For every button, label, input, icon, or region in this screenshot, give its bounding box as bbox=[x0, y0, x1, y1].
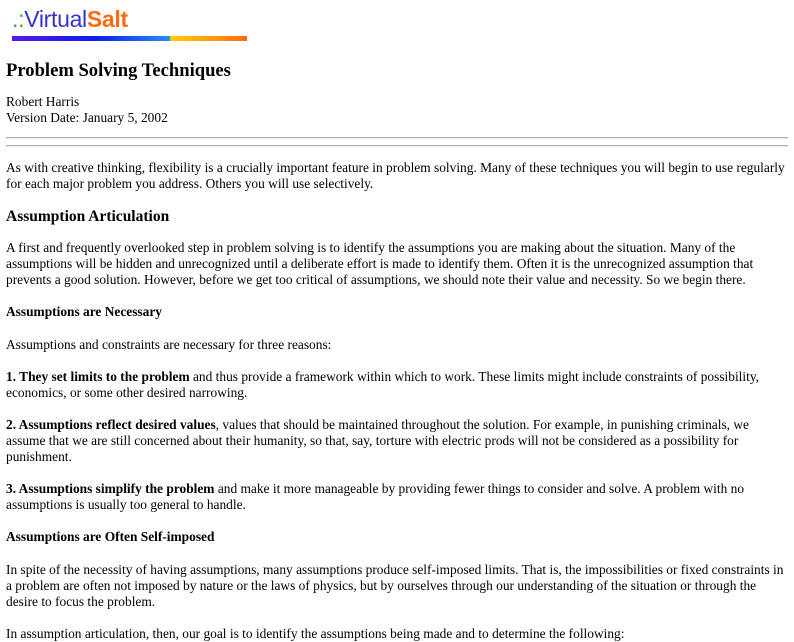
logo-salt: Salt bbox=[86, 6, 128, 32]
section-heading: Assumption Articulation bbox=[6, 208, 170, 225]
subheading-self-imposed: Assumptions are Often Self-imposed bbox=[6, 529, 215, 544]
reason-title: 1. They set limits to the problem bbox=[6, 369, 190, 384]
reason-item bbox=[6, 369, 788, 401]
reason-item bbox=[6, 417, 788, 465]
reason-text: , values that should be maintained throughout the solution. For example, in punishing criminals, we assume that we are still concerned about their humanity, so that, say, torture with electric prods will not be considered as a possibility for punishment. bbox=[6, 417, 749, 464]
reason-title: 3. Assumptions simplify the problem bbox=[6, 481, 215, 496]
self-imposed-paragraph: In spite of the necessity of having assumptions, many assumptions produce self-imposed limits. That is, the impossibilities or fixed constraints in a problem are often not imposed by nature or the laws of physics, but by ourselves through our understanding of the situation or through the desire to focus the problem. bbox=[6, 562, 784, 609]
reason-text: and thus provide a framework within which to work. These limits might include constraints of possibility, economics, or some other desired narrowing. bbox=[6, 369, 760, 400]
intro-paragraph: As with creative thinking, flexibility is a crucially important feature in problem solving. Many of these techniques you will begin to use regularly for each major problem you address. Others you will use selectively. bbox=[6, 160, 785, 191]
subheading-necessary: Assumptions are Necessary bbox=[6, 304, 162, 319]
version-date: Version Date: January 5, 2002 bbox=[6, 110, 168, 125]
reason-title: 2. Assumptions reflect desired values bbox=[6, 417, 216, 432]
byline bbox=[6, 94, 788, 126]
logo-text bbox=[12, 5, 128, 33]
logo-dots: .: bbox=[12, 6, 25, 32]
virtualsalt-logo[interactable] bbox=[6, 0, 788, 46]
page-title: Problem Solving Techniques bbox=[6, 60, 231, 81]
reason-text: and make it more manageable by providing fewer things to consider and solve. A problem with no assumptions is usually too general to handle. bbox=[6, 481, 745, 512]
reason-item bbox=[6, 481, 788, 513]
author: Robert Harris bbox=[6, 94, 80, 109]
articulation-paragraph: In assumption articulation, then, our goal is to identify the assumptions being made and to determine the following: bbox=[6, 626, 625, 641]
logo-virtual: Virtual bbox=[24, 6, 87, 32]
section-paragraph: A first and frequently overlooked step in problem solving is to identify the assumptions you are making about the situation. Many of the assumptions will be hidden and unrecognized until a deliberate effort is made to identify them. Often it is the unrecognized assumption that prevents a good solution. However, before we get too critical of assumptions, we should note their value and necessity. So we begin there. bbox=[6, 240, 754, 287]
divider bbox=[6, 145, 788, 147]
divider bbox=[6, 137, 788, 139]
logo-gradient-bar bbox=[12, 36, 247, 41]
necessary-lead: Assumptions and constraints are necessary for three reasons: bbox=[6, 337, 332, 352]
